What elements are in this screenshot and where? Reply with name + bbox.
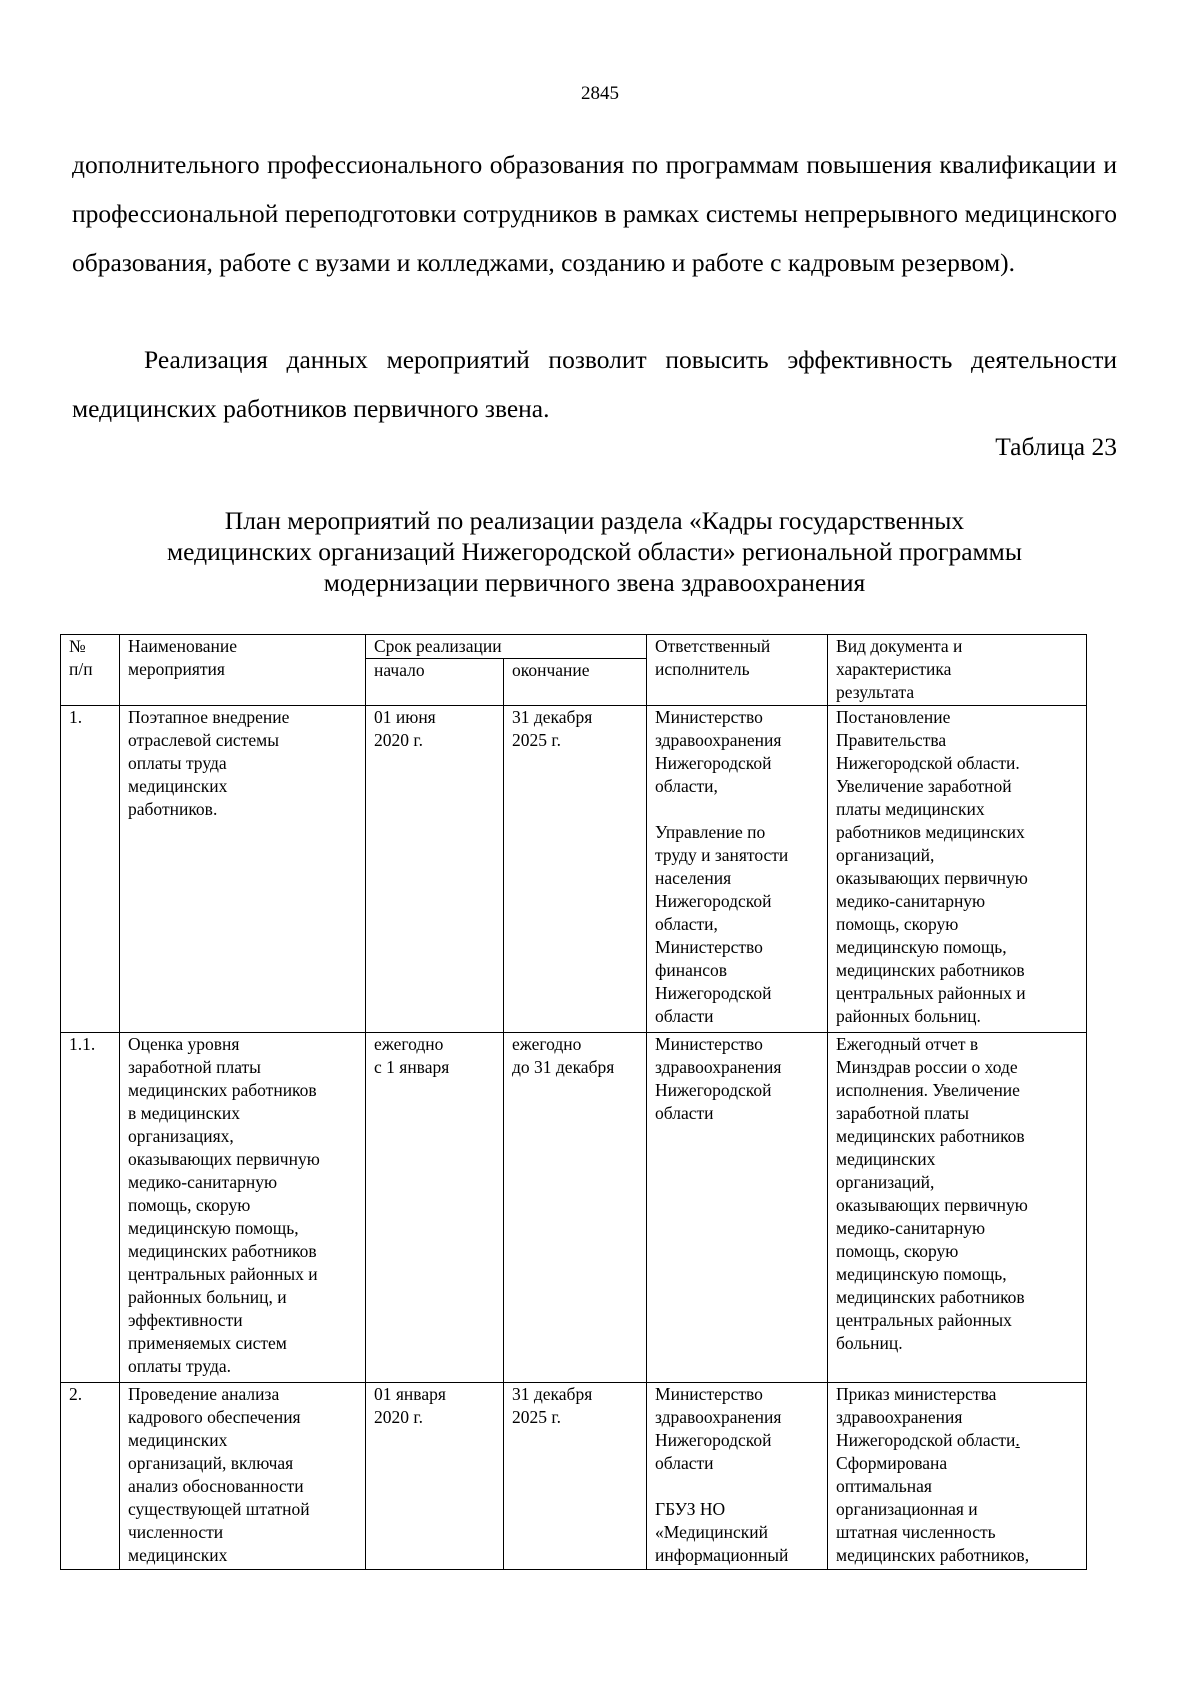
row-document: Постановление Правительства Нижегородской области. Увеличение заработной платы медицинских работников медицинских организаций, оказывающих первичную медико-санитарную помощь, скорую медицинскую помощь, медицинских работников центральных районных и районных больниц.: [828, 706, 1087, 1033]
row-name: Поэтапное внедрение отраслевой системы оплаты труда медицинских работников.: [120, 706, 366, 1033]
row-responsible: Министерство здравоохранения Нижегородской области: [647, 1033, 828, 1383]
row-document: [828, 1383, 1087, 1570]
header-start: начало: [366, 659, 504, 706]
row-start: ежегодно с 1 января: [366, 1033, 504, 1383]
table-label: Таблица 23: [995, 432, 1117, 461]
row-end: 31 декабря 2025 г.: [504, 706, 647, 1033]
paragraph-continuation: дополнительного профессионального образования по программам повышения квалификации и профессиональной переподготовки сотрудников в рамках системы непрерывного медицинского образования, работе с вузами и колледжами, созданию и работе с кадровым резервом).: [72, 150, 1117, 277]
paragraph-conclusion: Реализация данных мероприятий позволит повысить эффективность деятельности медицинских работников первичного звена.: [72, 345, 1117, 423]
table-row: [61, 706, 1087, 1033]
row-start: 01 июня 2020 г.: [366, 706, 504, 1033]
table-title-line: медицинских организаций Нижегородской области» региональной программы: [167, 537, 1022, 566]
row-document-dot: .: [1015, 1430, 1020, 1450]
page-number: 2845: [581, 83, 619, 104]
header-period: Срок реализации: [366, 635, 647, 659]
row-document-part: Приказ министерства здравоохранения Нижегородской области: [836, 1384, 1016, 1450]
row-name: Оценка уровня заработной платы медицинских работников в медицинских организациях, оказывающих первичную медико-санитарную помощь, скорую медицинскую помощь, медицинских работников центральных районных и районных больниц, и эффективности применяемых систем оплаты труда.: [120, 1033, 366, 1383]
table-title-line: модернизации первичного звена здравоохранения: [323, 568, 866, 597]
row-start: 01 января 2020 г.: [366, 1383, 504, 1570]
row-document-part: Сформирована оптимальная организационная и штатная численность медицинских работников,: [836, 1453, 1030, 1565]
row-document: Ежегодный отчет в Минздрав россии о ходе исполнения. Увеличение заработной платы медицинских работников медицинских организаций, оказывающих первичную медико-санитарную помощь, скорую медицинскую помощь, медицинских работников центральных районных больниц.: [828, 1033, 1087, 1383]
row-end: ежегодно до 31 декабря: [504, 1033, 647, 1383]
plan-table: [60, 634, 1087, 1570]
table-header-row: [61, 635, 1087, 659]
table-row: [61, 1033, 1087, 1383]
header-responsible: Ответственный исполнитель: [647, 635, 828, 706]
table-title-line: План мероприятий по реализации раздела «Кадры государственных: [224, 506, 965, 535]
table-title: [72, 505, 1117, 598]
row-responsible: Министерство здравоохранения Нижегородской области ГБУЗ НО «Медицинский информационный: [647, 1383, 828, 1570]
header-num: № п/п: [61, 635, 120, 706]
header-end: окончание: [504, 659, 647, 706]
row-end: 31 декабря 2025 г.: [504, 1383, 647, 1570]
header-document: Вид документа и характеристика результата: [828, 635, 1087, 706]
row-responsible: Министерство здравоохранения Нижегородской области, Управление по труду и занятости населения Нижегородской области, Министерство финансов Нижегородской области: [647, 706, 828, 1033]
table-row: [61, 1383, 1087, 1570]
header-name: Наименование мероприятия: [120, 635, 366, 706]
row-name: Проведение анализа кадрового обеспечения медицинских организаций, включая анализ обоснованности существующей штатной численности медицинских: [120, 1383, 366, 1570]
row-num: 1.: [61, 706, 120, 1033]
row-num: 1.1.: [61, 1033, 120, 1383]
row-num: 2.: [61, 1383, 120, 1570]
